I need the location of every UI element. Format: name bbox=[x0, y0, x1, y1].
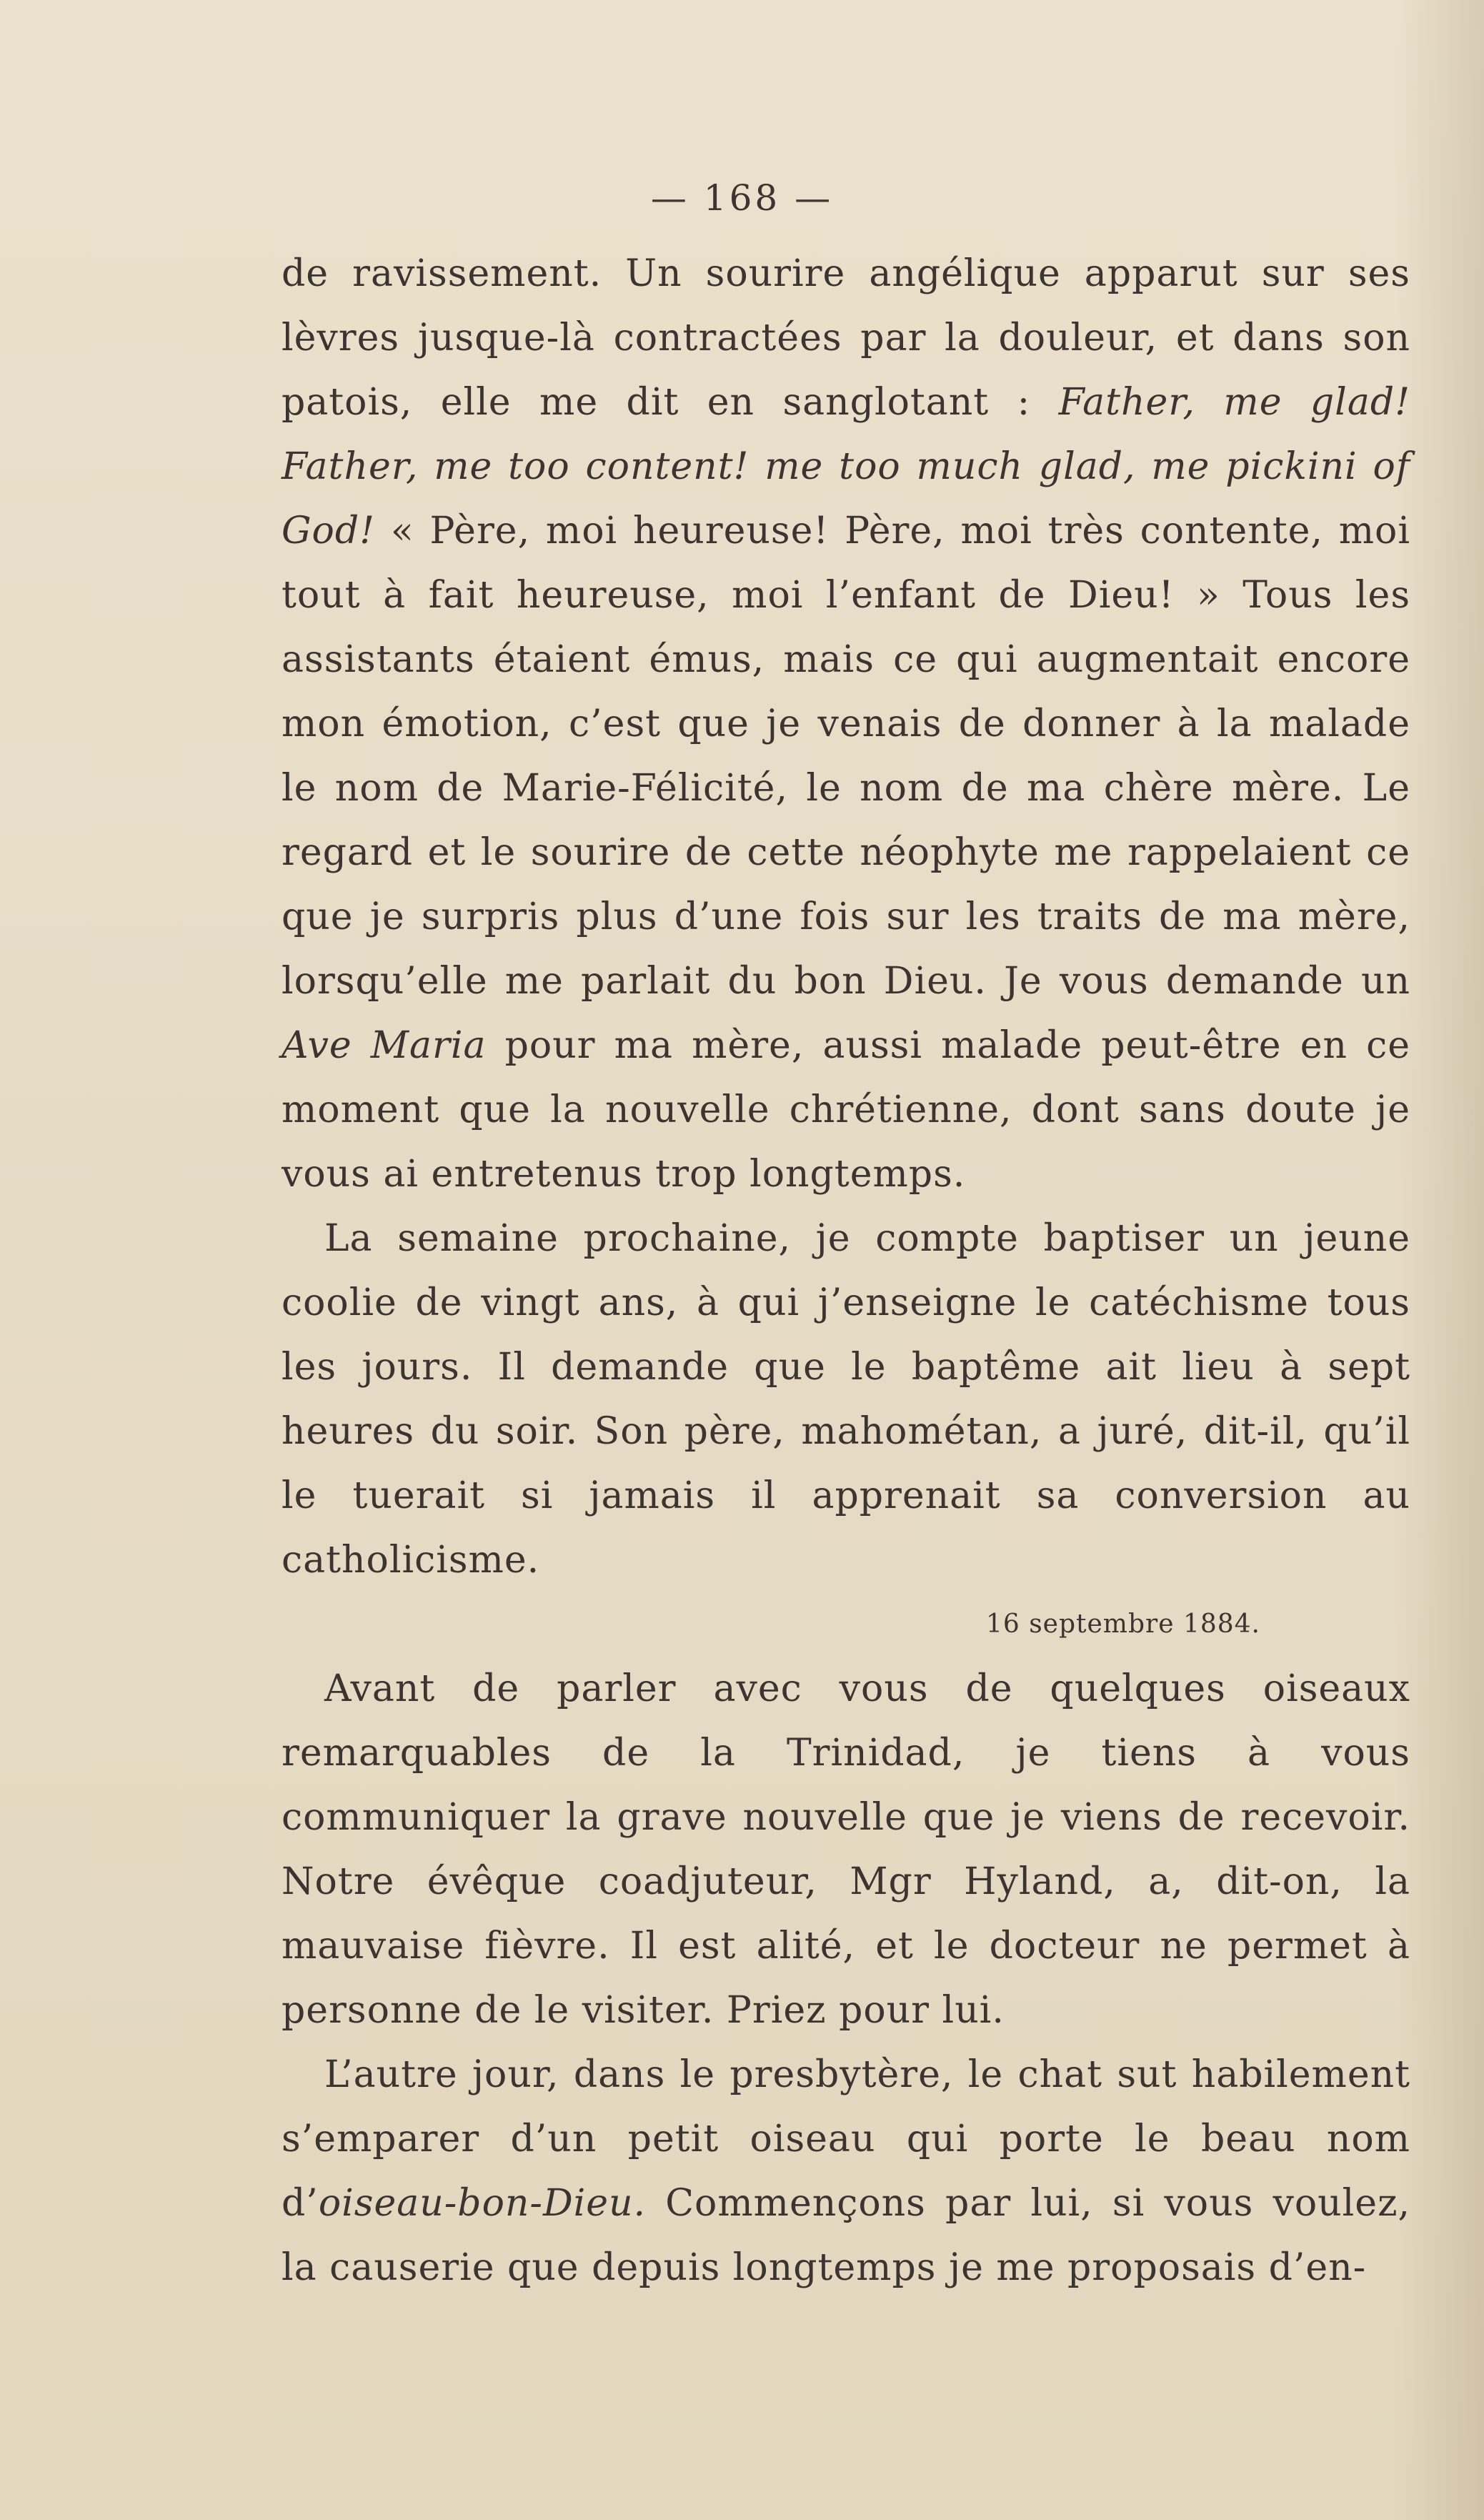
paragraph-1-text-a: de ravissement. Un sourire angélique apparut sur ses lèvres jusque-là contractées par la douleur, et dans son patois, elle me dit en sanglotant : bbox=[282, 252, 1410, 424]
paragraph-4-text-a: L’autre jour, dans le presbytère, le chat sut habilement s’emparer d’un petit oiseau qui porte le beau nom d’ bbox=[282, 2053, 1410, 2225]
paragraph-1-text-c: pour ma mère, aussi malade peut-être en ce moment que la nouvelle chrétienne, dont sans doute je vous ai entretenus trop longtemps. bbox=[282, 1024, 1410, 1196]
body-text bbox=[282, 242, 1410, 2300]
paragraph-3: Avant de parler avec vous de quelques oiseaux remarquables de la Trinidad, je tiens à vous communiquer la grave nouvelle que je viens de recevoir. Notre évêque coadjuteur, Mgr Hyland, a, dit-on, la mauvaise fièvre. Il est alité, et le docteur ne permet à personne de le visiter. Priez pour lui. bbox=[282, 1667, 1410, 2032]
english-quote: Father, me glad! Father, me too content! me too much glad, me pickini of God! bbox=[282, 381, 1411, 552]
ave-maria-phrase: Ave Maria bbox=[282, 1024, 487, 1067]
page-number: — 168 — bbox=[650, 177, 834, 219]
paragraph-4 bbox=[282, 2043, 1410, 2300]
dateline: 16 septembre 1884. bbox=[985, 1609, 1260, 1639]
paragraph-4-text-b: Commençons par lui, si vous voulez, la causerie que depuis longtemps je me proposais d’en- bbox=[282, 2182, 1410, 2289]
bird-name: oiseau-bon-Dieu. bbox=[318, 2182, 647, 2225]
paragraph-2: La semaine prochaine, je compte baptiser un jeune coolie de vingt ans, à qui j’enseigne le catéchisme tous les jours. Il demande que le baptême ait lieu à sept heures du soir. Son père, mahométan, a juré, dit-il, qu’il le tuerait si jamais il apprenait sa conversion au catholicisme. bbox=[282, 1217, 1410, 1582]
paragraph-1-text-b: « Père, moi heureuse! Père, moi très contente, moi tout à fait heureuse, moi l’enfant de Dieu! » Tous les assistants étaient émus, mais ce qui augmentait encore mon émotion, c’est que je venais de donner à la malade le nom de Marie-Félicité, le nom de ma chère mère. Le regard et le sourire de cette néophyte me rappelaient ce que je surpris plus d’une fois sur les traits de ma mère, lorsqu’elle me parlait du bon Dieu. Je vous demande un bbox=[282, 510, 1410, 1003]
paragraph-1 bbox=[282, 242, 1410, 1206]
